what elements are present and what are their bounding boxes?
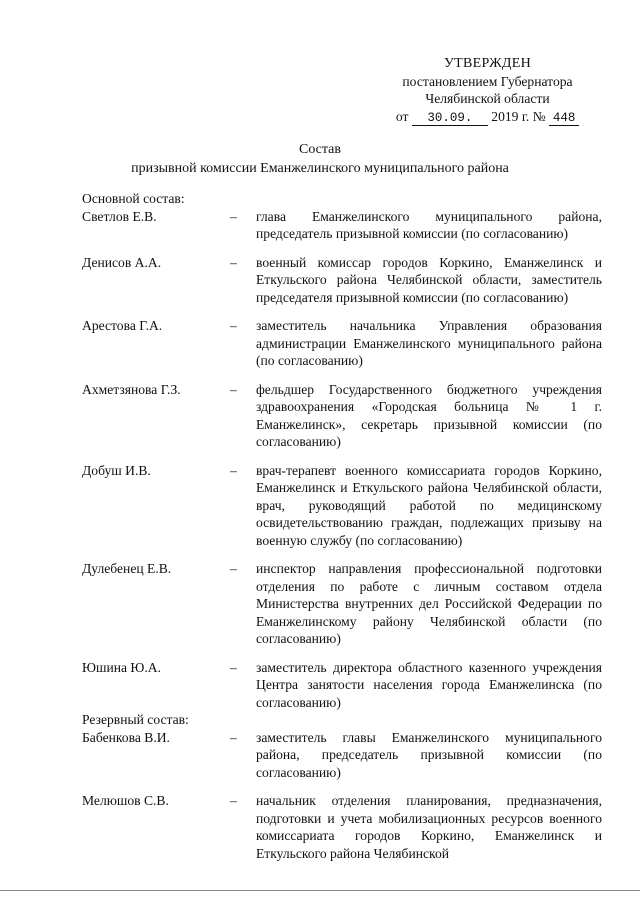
member-dash: – xyxy=(230,729,237,745)
member-row xyxy=(82,254,602,307)
member-role: начальник отделения планирования, предназначения, подготовки и учета мобилизационных ресурсов военного комиссариата городов Коркино, Еманжелинск и Еткульского района Челябинской xyxy=(256,793,602,861)
reserve-section-label: Резервный состав: xyxy=(82,712,189,727)
member-name: Юшина Ю.А. xyxy=(82,659,162,675)
member-name: Светлов Е.В. xyxy=(82,208,157,224)
member-name: Бабенкова В.И. xyxy=(82,729,170,745)
member-role: заместитель начальника Управления образования администрации Еманжелинского муниципального района (по согласованию) xyxy=(256,318,602,368)
approval-line-2: Челябинской области xyxy=(425,91,550,106)
member-role: глава Еманжелинского муниципального района, председатель призывной комиссии (по согласованию) xyxy=(256,208,602,241)
member-row xyxy=(82,381,602,451)
member-row xyxy=(82,729,602,782)
member-dash: – xyxy=(230,381,237,397)
approval-stamp xyxy=(380,55,595,126)
date-prefix: от xyxy=(395,108,409,124)
member-dash: – xyxy=(230,561,237,576)
page-bottom-rule xyxy=(0,890,640,891)
member-role: заместитель директора областного казенного учреждения Центра занятости населения города Еманжелинска (по согласованию) xyxy=(256,659,602,710)
main-section-label: Основной состав: xyxy=(82,191,185,206)
member-row xyxy=(82,317,602,370)
member-dash: – xyxy=(230,318,237,333)
member-row xyxy=(82,659,602,712)
member-row xyxy=(82,792,602,862)
member-name: Ахметзянова Г.З. xyxy=(82,381,181,397)
member-role: фельдшер Государственного бюджетного учреждения здравоохранения «Городская больница № 1 г. Еманжелинск», секретарь призывной комиссии (по согласованию) xyxy=(256,381,602,449)
member-dash: – xyxy=(230,659,237,675)
member-row xyxy=(82,462,602,550)
commission-list xyxy=(82,190,602,873)
member-role: заместитель главы Еманжелинского муниципального района, председатель призывной комиссии (по согласованию) xyxy=(256,729,602,780)
member-name: Мелюшов С.В. xyxy=(82,793,169,808)
document-title xyxy=(0,140,640,178)
approval-line-1: постановлением Губернатора xyxy=(402,73,573,89)
member-dash: – xyxy=(230,793,237,808)
member-dash: – xyxy=(230,208,237,224)
approval-number: 448 xyxy=(549,111,579,126)
title-line-1: Состав xyxy=(298,142,341,157)
approval-date: 30.09. xyxy=(412,111,488,126)
member-name: Дулебенец Е.В. xyxy=(82,561,172,576)
title-line-2: призывной комиссии Еманжелинского муниципального района xyxy=(131,161,509,176)
member-role: врач-терапевт военного комиссариата городов Коркино, Еманжелинск и Еткульского района Челябинской области, врач, руководящий работой по медицинскому освидетельствованию граждан, подлежащих призыву на военную службу (по согласованию) xyxy=(256,462,602,548)
approval-heading: УТВЕРЖДЕН xyxy=(443,56,532,71)
member-row xyxy=(82,208,602,243)
member-name: Денисов А.А. xyxy=(82,254,162,270)
year-number-label: 2019 г. № xyxy=(491,108,546,124)
approval-date-line xyxy=(380,108,595,126)
member-row xyxy=(82,560,602,648)
member-dash: – xyxy=(230,254,237,270)
member-name: Добуш И.В. xyxy=(82,462,151,478)
member-role: военный комиссар городов Коркино, Еманжелинск и Еткульского района Челябинской области, заместитель председателя призывной комиссии (по согласованию) xyxy=(256,254,602,305)
member-role: инспектор направления профессиональной подготовки отделения по работе с личным составом отдела Министерства внутренних дел Российской Федерации по Еманжелинскому району Челябинской области (по согласованию) xyxy=(256,561,602,646)
member-name: Арестова Г.А. xyxy=(82,318,163,333)
member-dash: – xyxy=(230,462,237,478)
